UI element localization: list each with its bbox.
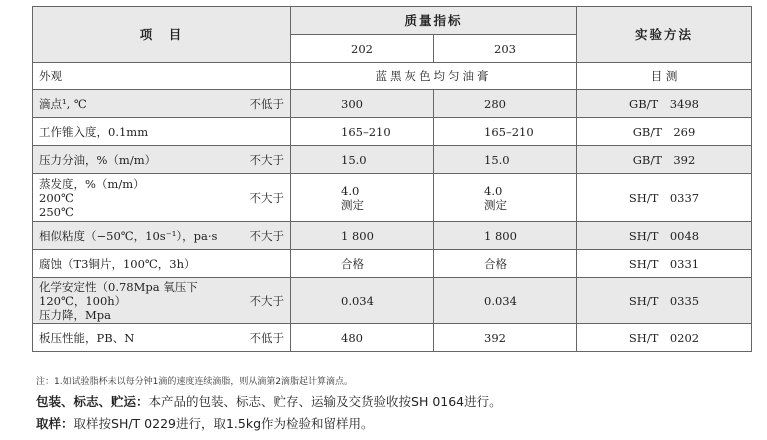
table-row	[33, 63, 752, 90]
property-condition: 不低于	[249, 96, 284, 111]
value-line: 15.0	[484, 152, 510, 167]
property-line: 板压性能，PB、N	[39, 330, 135, 345]
table-row	[33, 90, 752, 118]
value-line: 4.0	[484, 183, 503, 198]
value-line: 1 800	[484, 228, 517, 243]
value-203	[434, 278, 577, 324]
property-cell	[33, 118, 291, 146]
property-condition: 不大于	[249, 228, 284, 243]
property-label	[39, 125, 148, 139]
value-203	[434, 324, 577, 352]
value-line: 测定	[484, 197, 507, 212]
property-label	[39, 280, 244, 322]
property-cell	[33, 250, 291, 278]
sampling-paragraph	[36, 414, 374, 432]
property-cell	[33, 174, 291, 222]
value-line: 0.034	[484, 293, 517, 308]
property-label	[39, 229, 217, 243]
property-line: 化学安定性（0.78Mpa 氧压下 120℃，100h）	[39, 279, 198, 308]
value-line: 165–210	[484, 124, 534, 139]
property-line: 压力分油，%（m/m）	[39, 152, 157, 167]
packaging-text: 本产品的包装、标志、贮存、运输及交货验收按SH 0164进行。	[148, 394, 502, 409]
value-203	[434, 90, 577, 118]
header-grade-202: 202	[291, 35, 434, 63]
header-item: 项 目	[33, 7, 291, 63]
property-wrap	[39, 153, 284, 167]
property-cell	[33, 63, 291, 90]
value-203	[434, 250, 577, 278]
sampling-text: 取样按SH/T 0229进行，取1.5kg作为检验和留样用。	[73, 416, 374, 431]
packaging-paragraph	[36, 392, 502, 410]
appearance-value: 蓝黑灰色均匀油膏	[291, 63, 577, 90]
header-spec: 质量指标	[291, 7, 577, 35]
test-method: SH/T 0337	[577, 174, 752, 222]
value-202	[291, 222, 434, 250]
header-method: 实验方法	[577, 7, 752, 63]
table-row	[33, 278, 752, 324]
property-wrap	[39, 257, 284, 271]
table-row	[33, 324, 752, 352]
value-line: 15.0	[341, 152, 367, 167]
packaging-label: 包装、标志、贮运：	[36, 394, 149, 409]
table-row	[33, 118, 752, 146]
value-202	[291, 146, 434, 174]
property-label	[39, 331, 134, 345]
footnote: 注：1.如试验脂杯未以每分钟1滴的速度连续滴脂，则从滴第2滴脂起计算滴点。	[36, 377, 354, 387]
value-line: 280	[484, 96, 506, 111]
value-202	[291, 90, 434, 118]
property-label	[39, 177, 145, 219]
value-203	[434, 174, 577, 222]
property-wrap	[39, 97, 284, 111]
sampling-label: 取样：	[36, 416, 74, 431]
property-line: 200℃	[39, 190, 74, 205]
spec-table	[32, 6, 752, 352]
property-wrap	[39, 177, 284, 219]
property-wrap	[39, 280, 284, 322]
property-line: 相似粘度（−50℃，10s⁻¹），pa·s	[39, 228, 218, 243]
value-203	[434, 222, 577, 250]
header-grade-203: 203	[434, 35, 577, 63]
table-row	[33, 222, 752, 250]
value-line: 392	[484, 330, 506, 345]
value-202	[291, 118, 434, 146]
table-row	[33, 250, 752, 278]
value-line: 1 800	[341, 228, 374, 243]
property-line: 工作锥入度，0.1mm	[39, 124, 149, 139]
property-cell	[33, 324, 291, 352]
test-method: GB/T 3498	[577, 90, 752, 118]
property-cell	[33, 222, 291, 250]
value-203	[434, 118, 577, 146]
value-line: 480	[341, 330, 363, 345]
property-line: 压力降，Mpa	[39, 307, 111, 322]
property-line: 外观	[39, 69, 62, 83]
value-line: 0.034	[341, 293, 374, 308]
property-wrap	[39, 125, 284, 139]
property-cell	[33, 278, 291, 324]
table-row	[33, 146, 752, 174]
value-202	[291, 174, 434, 222]
test-method: SH/T 0202	[577, 324, 752, 352]
test-method: GB/T 392	[577, 146, 752, 174]
property-line: 滴点¹, ℃	[39, 96, 87, 111]
value-line: 合格	[341, 256, 364, 271]
property-wrap	[39, 69, 284, 83]
table-row	[33, 174, 752, 222]
property-condition: 不大于	[249, 152, 284, 167]
property-label	[39, 97, 87, 111]
property-label	[39, 257, 196, 271]
value-line: 4.0	[341, 183, 360, 198]
property-line: 腐蚀（T3铜片，100℃，3h）	[39, 256, 196, 271]
property-condition: 不大于	[249, 190, 284, 205]
test-method: SH/T 0048	[577, 222, 752, 250]
test-method: GB/T 269	[577, 118, 752, 146]
test-method: SH/T 0331	[577, 250, 752, 278]
property-cell	[33, 146, 291, 174]
property-condition: 不低于	[249, 330, 284, 345]
property-label	[39, 153, 156, 167]
value-202	[291, 250, 434, 278]
property-wrap	[39, 229, 284, 243]
value-202	[291, 324, 434, 352]
property-line: 蒸发度，%（m/m）	[39, 176, 145, 191]
value-line: 165–210	[341, 124, 391, 139]
property-cell	[33, 90, 291, 118]
value-line: 测定	[341, 197, 364, 212]
value-line: 合格	[484, 256, 507, 271]
property-condition: 不大于	[249, 293, 284, 308]
test-method: 目 测	[577, 63, 752, 90]
test-method: SH/T 0335	[577, 278, 752, 324]
value-203	[434, 146, 577, 174]
property-wrap	[39, 331, 284, 345]
property-label	[39, 69, 62, 83]
value-line: 300	[341, 96, 363, 111]
value-202	[291, 278, 434, 324]
property-line: 250℃	[39, 204, 74, 219]
